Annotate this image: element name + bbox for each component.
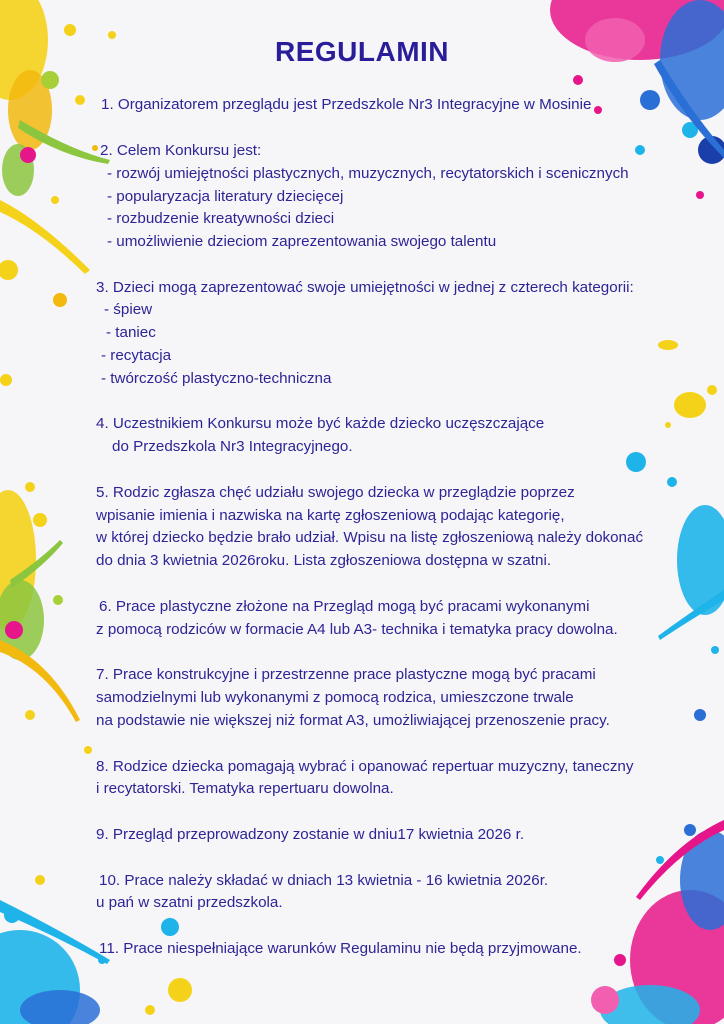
right-yellow-splash bbox=[658, 340, 717, 428]
rule-7-cont: samodzielnymi lub wykonanymi z pomocą rodzica, umieszczone trwale bbox=[96, 689, 574, 706]
page-title: REGULAMIN bbox=[274, 36, 450, 67]
rule-8-cont: i recytatorski. Tematyka repertuaru dowolna. bbox=[96, 780, 394, 797]
rule-6: 6. Prace plastyczne złożone na Przegląd mogą być pracami wykonanymi bbox=[99, 598, 590, 615]
rule-10: 10. Prace należy składać w dniach 13 kwietnia - 16 kwietnia 2026r. bbox=[99, 872, 549, 889]
rule-7-cont: na podstawie nie większej niż format A3, umożliwiającej przenoszenie pracy. bbox=[96, 712, 610, 729]
rule-3-item: - twórczość plastyczno-techniczna bbox=[101, 370, 332, 387]
rule-8: 8. Rodzice dziecka pomagają wybrać i opanować repertuar muzyczny, taneczny bbox=[96, 758, 634, 775]
rule-4: 4. Uczestnikiem Konkursu może być każde dziecko uczęszczające bbox=[96, 415, 545, 432]
rule-2-item: - umożliwienie dzieciom zaprezentowania swojego talentu bbox=[107, 233, 497, 250]
rule-10-cont: u pań w szatni przedszkola. bbox=[96, 894, 283, 911]
rule-2-item: - popularyzacja literatury dziecięcej bbox=[107, 188, 344, 205]
rule-5-cont: w której dziecko będzie brało udział. Wpisu na listę zgłoszeniową należy dokonać bbox=[96, 529, 644, 546]
rule-2-item: - rozwój umiejętności plastycznych, muzycznych, recytatorskich i scenicznych bbox=[107, 165, 629, 182]
rule-3-item: - taniec bbox=[106, 324, 156, 341]
rule-5-cont: do dnia 3 kwietnia 2026roku. Lista zgłoszeniowa dostępna w szatni. bbox=[96, 552, 552, 569]
rule-4-cont: do Przedszkola Nr3 Integracyjnego. bbox=[112, 438, 353, 455]
rule-3-item: - śpiew bbox=[104, 301, 153, 318]
rule-3-item: - recytacja bbox=[101, 347, 172, 364]
rule-1: 1. Organizatorem przeglądu jest Przedszkole Nr3 Integracyjne w Mosinie bbox=[101, 96, 592, 113]
left-middle-splash bbox=[0, 374, 92, 754]
bottom-right-splash bbox=[591, 820, 724, 1024]
rule-5-cont: wpisanie imienia i nazwiska na kartę zgłoszeniową podając kategorię, bbox=[96, 507, 565, 524]
rule-2-heading: 2. Celem Konkursu jest: bbox=[100, 142, 262, 159]
rule-9: 9. Przegląd przeprowadzony zostanie w dniu17 kwietnia 2026 r. bbox=[96, 826, 525, 843]
rule-11: 11. Prace niespełniające warunków Regulaminu nie będą przyjmowane. bbox=[99, 940, 582, 957]
right-cyan-splash bbox=[626, 452, 724, 721]
rule-3-heading: 3. Dzieci mogą zaprezentować swoje umiejętności w jednej z czterech kategorii: bbox=[96, 279, 634, 296]
rule-6-cont: z pomocą rodziców w formacie A4 lub A3- technika i tematyka pracy dowolna. bbox=[96, 621, 618, 638]
rule-7: 7. Prace konstrukcyjne i przestrzenne prace plastyczne mogą być pracami bbox=[96, 666, 596, 683]
rule-5: 5. Rodzic zgłasza chęć udziału swojego dziecka w przeglądzie poprzez bbox=[96, 484, 575, 501]
rule-2-item: - rozbudzenie kreatywności dzieci bbox=[107, 210, 335, 227]
